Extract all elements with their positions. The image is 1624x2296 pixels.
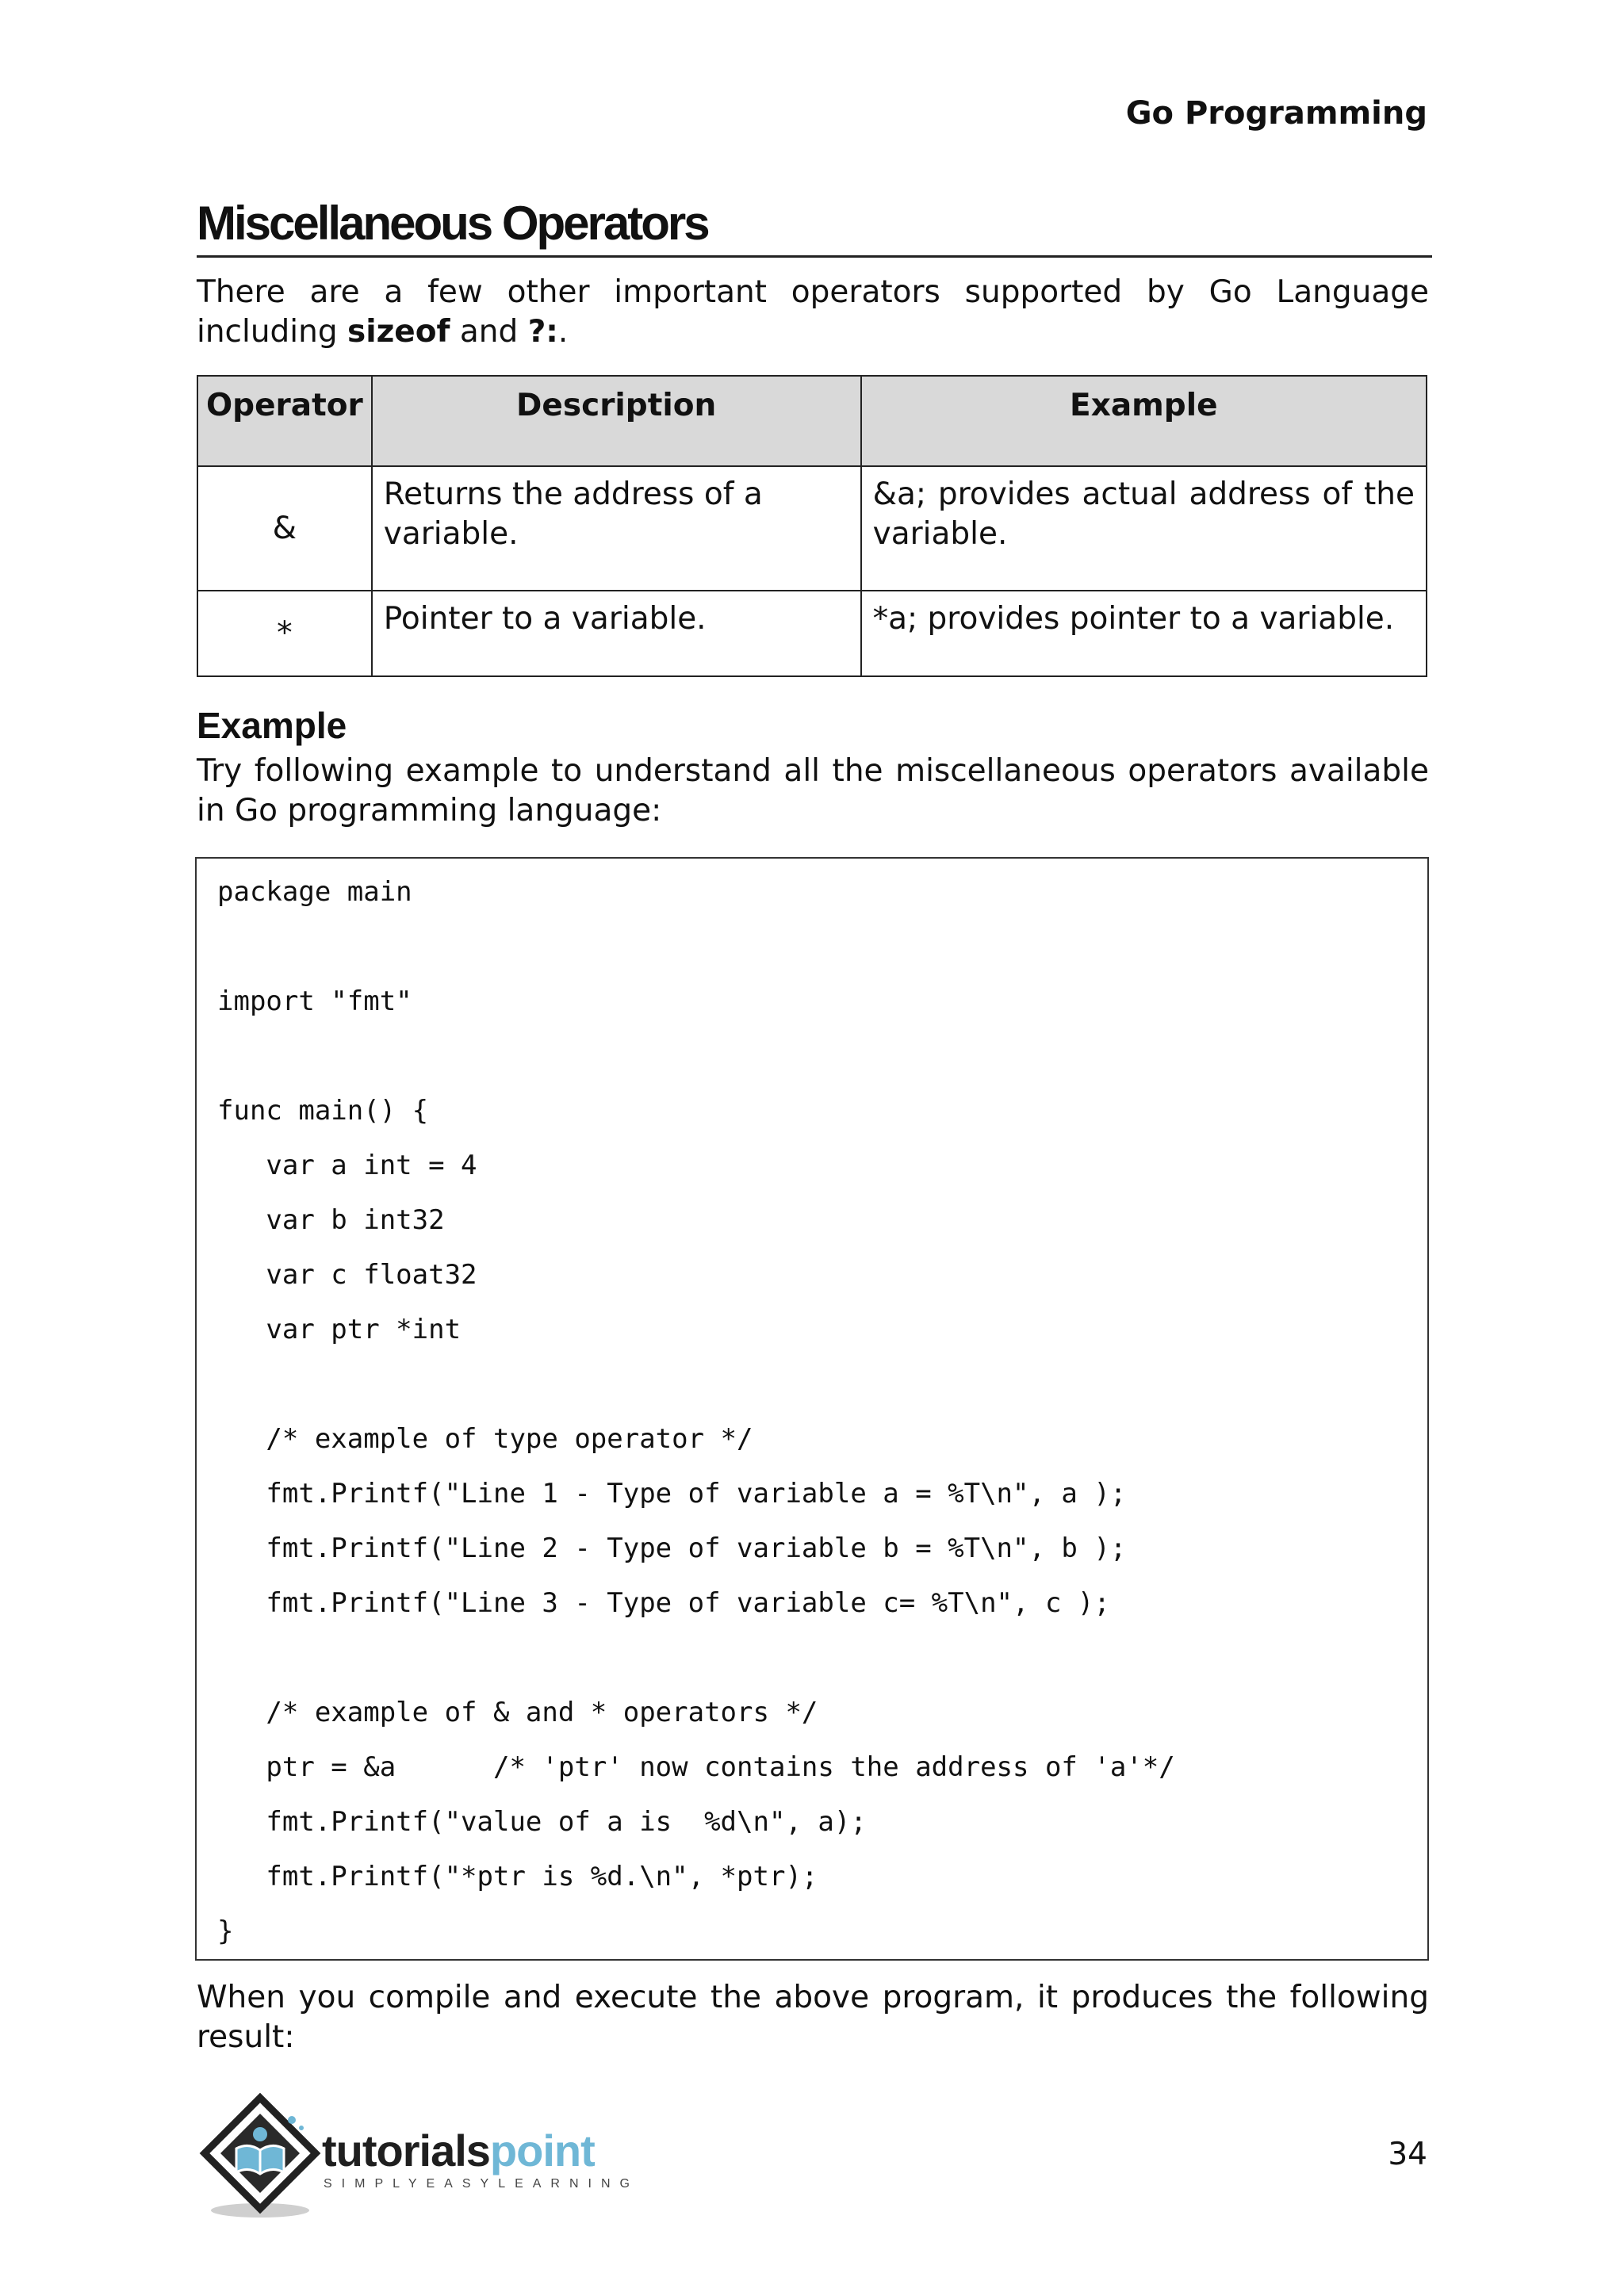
logo-tagline: SIMPLYEASYLEARNING: [324, 2177, 639, 2191]
example-heading: Example: [197, 705, 347, 746]
table-cell-description: Returns the address of a variable.: [372, 466, 861, 591]
tutorialspoint-logo: [197, 2093, 641, 2220]
sizeof-keyword: sizeof: [347, 314, 450, 350]
logo-wordmark: [322, 2125, 595, 2176]
logo-wordmark-part1: tutorials: [322, 2126, 490, 2175]
section-title: Miscellaneous Operators: [197, 195, 1432, 258]
code-line: var c float32: [217, 1259, 477, 1291]
table-header-example: Example: [861, 376, 1427, 466]
header-title: Go Programming: [1125, 95, 1427, 132]
code-line: fmt.Printf("value of a is %d\n", a);: [217, 1806, 867, 1838]
ternary-keyword: ?:: [527, 314, 558, 350]
code-line: var b int32: [217, 1204, 445, 1236]
intro-text-mid: and: [450, 314, 528, 350]
code-line: fmt.Printf("Line 3 - Type of variable c= %T\n", c );: [217, 1587, 1110, 1619]
table-header-operator: Operator: [197, 376, 372, 466]
page-number: 34: [1388, 2137, 1427, 2172]
code-line: var ptr *int: [217, 1314, 462, 1345]
code-line: fmt.Printf("Line 2 - Type of variable b = %T\n", b );: [217, 1533, 1127, 1564]
table-cell-operator: &: [197, 466, 372, 591]
code-line: var a int = 4: [217, 1150, 477, 1181]
table-cell-example: &a; provides actual address of the variable.: [861, 466, 1427, 591]
example-paragraph: Try following example to understand all the miscellaneous operators available in Go programming language:: [197, 753, 1429, 828]
table-cell-description: Pointer to a variable.: [372, 591, 861, 676]
table-row: [197, 466, 1427, 591]
code-line: func main() {: [217, 1095, 429, 1127]
table-header-row: [197, 376, 1427, 466]
result-paragraph: When you compile and execute the above program, it produces the following result:: [197, 1980, 1429, 2055]
table-cell-operator: *: [197, 591, 372, 676]
code-line: import "fmt": [217, 985, 412, 1017]
code-line: }: [217, 1915, 234, 1947]
code-line: fmt.Printf("*ptr is %d.\n", *ptr);: [217, 1861, 818, 1892]
diamond-book-icon: [197, 2093, 324, 2220]
operators-table: [197, 375, 1427, 677]
table-header-description: Description: [372, 376, 861, 466]
code-line: /* example of type operator */: [217, 1423, 753, 1455]
code-block: [195, 857, 1429, 1961]
logo-wordmark-part2: point: [489, 2126, 595, 2175]
intro-text-pre: including: [197, 314, 348, 350]
intro-text-end: .: [557, 314, 569, 350]
intro-line-1: There are a few other important operators supported by Go Language: [197, 274, 1429, 310]
code-line: /* example of & and * operators */: [217, 1697, 818, 1728]
code-line: ptr = &a /* 'ptr' now contains the address of 'a'*/: [217, 1751, 1175, 1783]
table-row: [197, 591, 1427, 676]
code-line: package main: [217, 876, 412, 908]
table-cell-example: *a; provides pointer to a variable.: [861, 591, 1427, 676]
intro-paragraph: [197, 273, 1429, 352]
code-line: fmt.Printf("Line 1 - Type of variable a = %T\n", a );: [217, 1478, 1127, 1510]
